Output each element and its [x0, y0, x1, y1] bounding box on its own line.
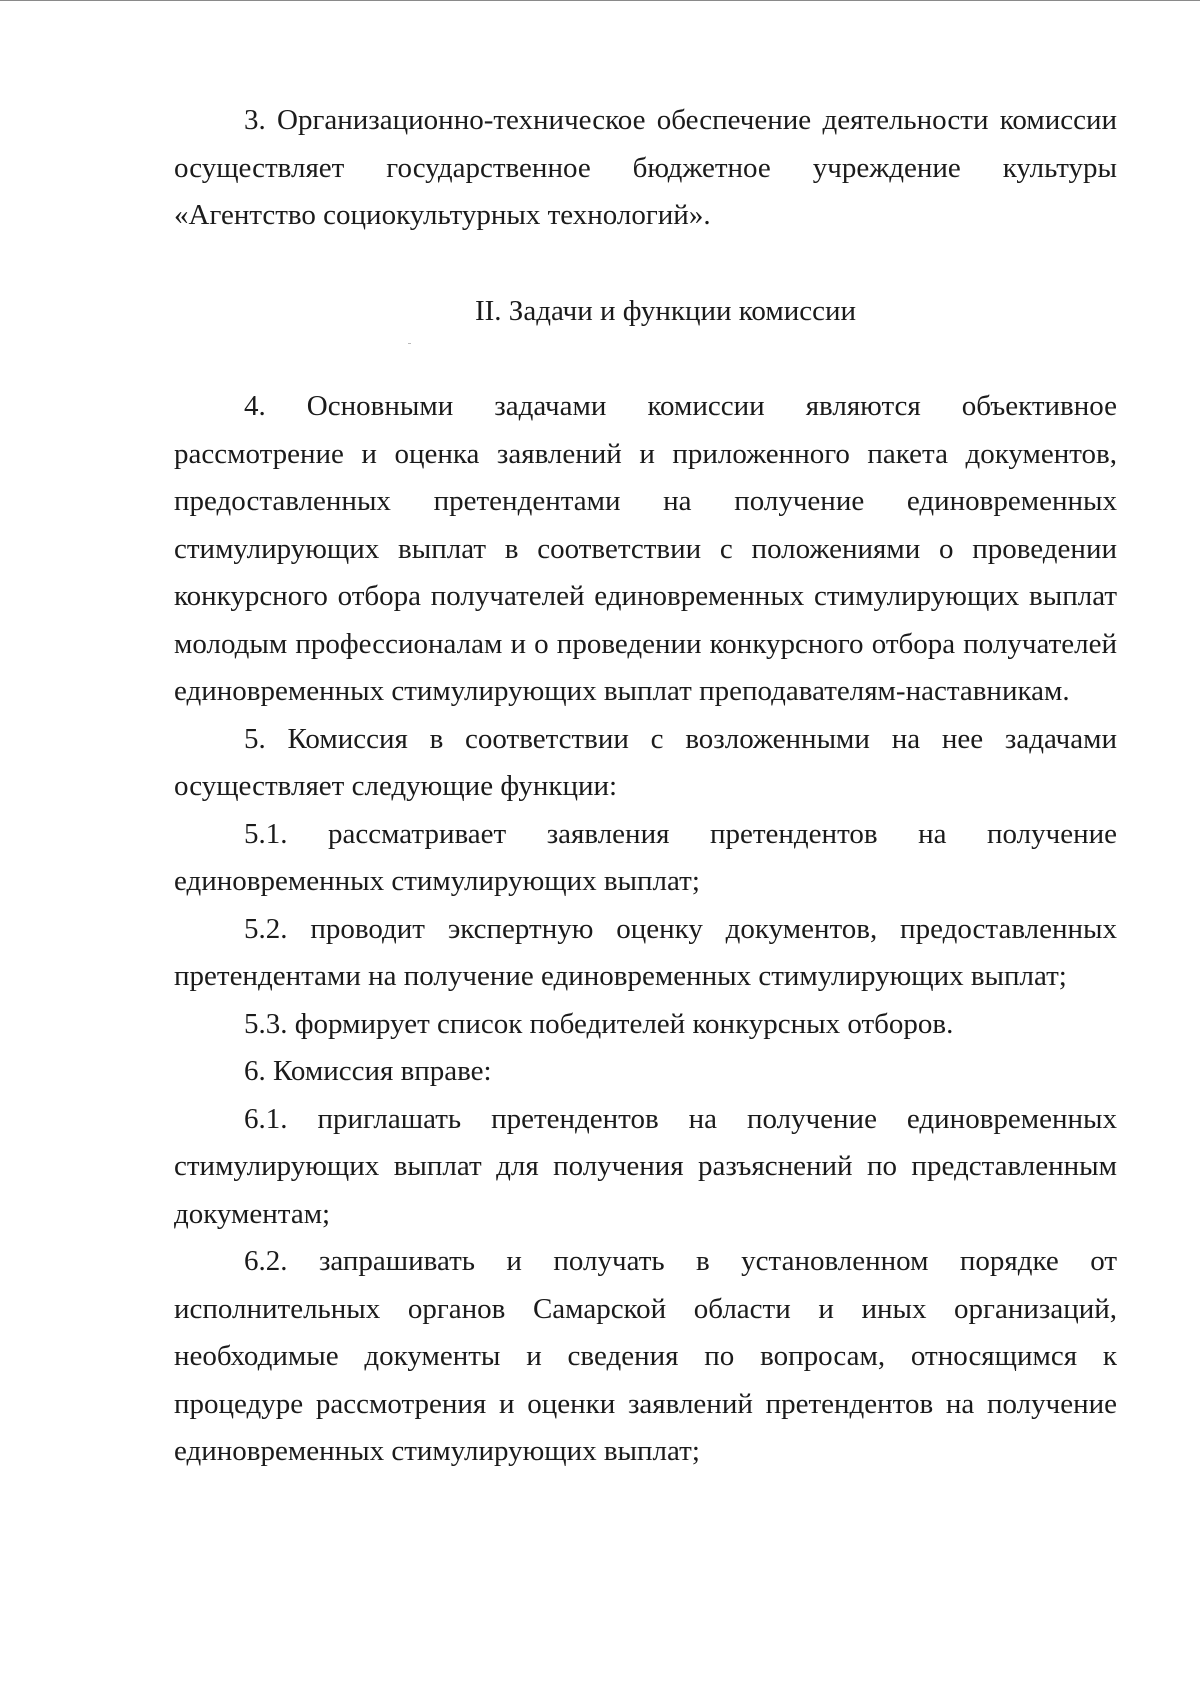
- paragraph-5: 5. Комиссия в соответствии с возложенными на нее задачами осуществляет следующие функции:: [174, 722, 1117, 802]
- paragraph-6-1: 6.1. приглашать претендентов на получение единовременных стимулирующих выплат для получения разъяснений по представленным документам;: [174, 1102, 1117, 1230]
- spacer: [174, 335, 1117, 383]
- paragraph-4: 4. Основными задачами комиссии являются объективное рассмотрение и оценка заявлений и приложенного пакета документов, предоставленных претендентами на получение единовременных стимулирующих выплат в соответствии с положениями о проведении конкурсного отбора получателей единовременных стимулирующих выплат молодым профессионалам и о проведении конкурсного отбора получателей единовременных стимулирующих выплат преподавателям-наставникам.: [174, 390, 1117, 707]
- paragraph-6: 6. Комиссия вправе:: [244, 1055, 492, 1087]
- paragraph-3: 3. Организационно-техническое обеспечение деятельности комиссии осуществляет государственное бюджетное учреждение культуры «Агентство социокультурных технологий».: [174, 104, 1117, 231]
- spacer: [174, 240, 1117, 288]
- paragraph-5-1: 5.1. рассматривает заявления претендентов на получение единовременных стимулирующих выплат;: [174, 817, 1117, 897]
- paragraph-6-2: 6.2. запрашивать и получать в установленном порядке от исполнительных органов Самарской области и иных организаций, необходимые документы и сведения по вопросам, относящимся к процедуре рассмотрения и оценки заявлений претендентов на получение единовременных стимулирующих выплат;: [174, 1245, 1117, 1467]
- paragraph-5-3: 5.3. формирует список победителей конкурсных отборов.: [244, 1007, 954, 1040]
- document-body: [174, 97, 1117, 1476]
- section-heading: II. Задачи и функции комиссии: [474, 294, 856, 327]
- paragraph-5-2: 5.2. проводит экспертную оценку документов, предоставленных претендентами на получение единовременных стимулирующих выплат;: [174, 912, 1117, 992]
